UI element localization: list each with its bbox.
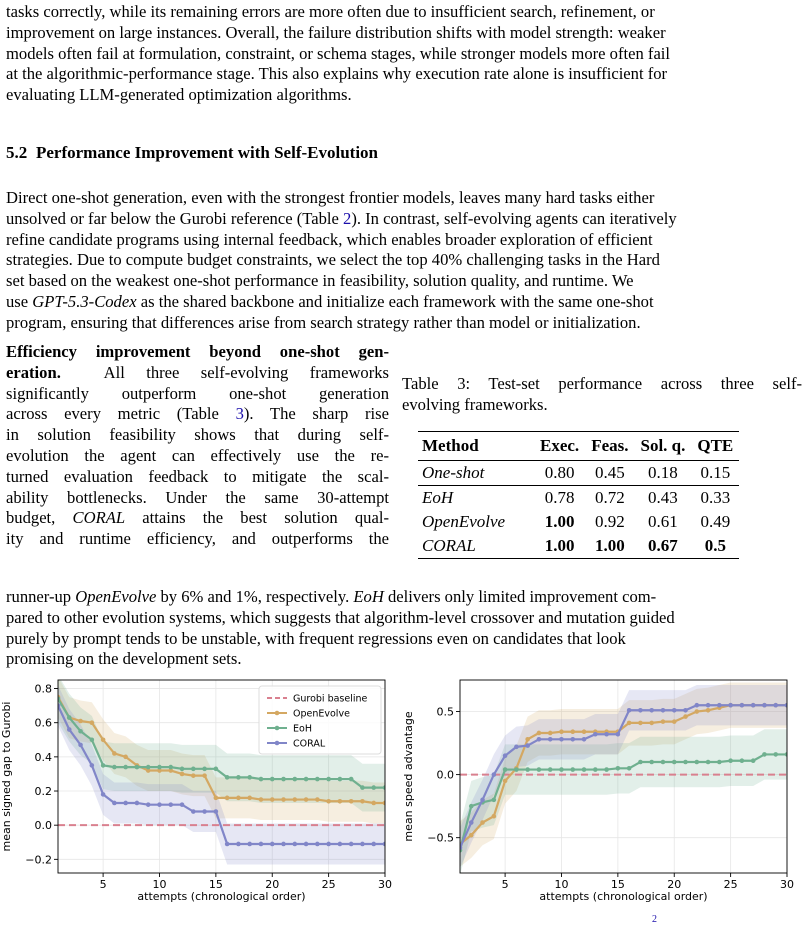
x-tick-label: 5 bbox=[99, 878, 107, 891]
x-tick-label: 10 bbox=[554, 878, 569, 891]
data-point-eoh bbox=[202, 767, 207, 772]
data-point-eoh bbox=[773, 752, 778, 757]
data-point-openevolve bbox=[559, 729, 564, 734]
data-point-coral bbox=[315, 842, 320, 847]
data-point-eoh bbox=[604, 767, 609, 772]
data-point-eoh bbox=[180, 767, 185, 772]
data-point-openevolve bbox=[270, 797, 275, 802]
data-point-eoh bbox=[570, 767, 575, 772]
data-point-eoh bbox=[112, 765, 117, 770]
table-row bbox=[418, 510, 739, 534]
data-point-coral bbox=[740, 703, 745, 708]
data-point-eoh bbox=[292, 777, 297, 782]
text-line: at the algorithmic-performance stage. This also explains why execution rate alone is insufficient for bbox=[6, 64, 668, 84]
data-point-eoh bbox=[492, 798, 497, 803]
header-cell: Method bbox=[422, 436, 479, 455]
data-point-coral bbox=[180, 802, 185, 807]
data-point-eoh bbox=[525, 767, 530, 772]
data-point-eoh bbox=[371, 785, 376, 790]
data-point-coral bbox=[270, 842, 275, 847]
data-point-eoh bbox=[135, 765, 140, 770]
text-line: ability bottlenecks. Under the same 30-attempt bbox=[6, 487, 389, 507]
data-point-coral bbox=[281, 842, 286, 847]
y-tick-label: 0.0 bbox=[34, 819, 52, 833]
text-line: strategies. Due to compute budget constraints, we select the top 40% challenging tasks in the Hard bbox=[6, 250, 660, 270]
data-point-coral bbox=[694, 703, 699, 708]
text-line bbox=[6, 342, 389, 363]
data-point-coral bbox=[661, 708, 666, 713]
data-point-coral bbox=[503, 753, 508, 758]
data-point-eoh bbox=[191, 767, 196, 772]
data-point-eoh bbox=[627, 766, 632, 771]
text-line: evolution the agent can effectively use the re- bbox=[6, 445, 389, 465]
paragraph-lead: Efficiency improvement beyond one-shot gen- bbox=[6, 342, 389, 361]
data-point-eoh bbox=[168, 765, 173, 770]
data-point-openevolve bbox=[480, 820, 485, 825]
text-line: Direct one-shot generation, even with the strongest frontier models, leaves many hard tasks either bbox=[6, 188, 655, 207]
data-point-eoh bbox=[281, 777, 286, 782]
data-point-coral bbox=[604, 732, 609, 737]
data-point-coral bbox=[672, 708, 677, 713]
data-point-coral bbox=[582, 737, 587, 742]
data-point-eoh bbox=[146, 765, 151, 770]
value-cell: 0.80 bbox=[544, 463, 575, 482]
legend-label: OpenEvolve bbox=[293, 708, 350, 720]
y-tick-label: −0.2 bbox=[25, 853, 52, 867]
data-point-openevolve bbox=[214, 796, 219, 801]
y-axis-label: mean speed advantage bbox=[402, 711, 415, 842]
data-point-eoh bbox=[514, 767, 519, 772]
direct-generation-paragraph bbox=[6, 188, 802, 334]
data-point-openevolve bbox=[101, 737, 106, 742]
text-line: program, ensuring that differences arise from search strategy rather than model or initialization. bbox=[6, 312, 641, 332]
results-table bbox=[418, 431, 739, 559]
x-tick-label: 10 bbox=[152, 878, 167, 891]
data-point-openevolve bbox=[694, 709, 699, 714]
data-point-coral bbox=[135, 801, 140, 806]
value-cell: 0.49 bbox=[700, 512, 731, 531]
y-tick-label: 0.6 bbox=[34, 716, 52, 730]
data-point-eoh bbox=[649, 760, 654, 765]
data-point-openevolve bbox=[638, 721, 643, 726]
text-line: promising on the development sets. bbox=[6, 649, 242, 669]
data-point-coral bbox=[616, 732, 621, 737]
legend-label: CORAL bbox=[293, 738, 326, 750]
data-point-coral bbox=[492, 772, 497, 777]
legend-label: EoH bbox=[293, 723, 312, 735]
data-point-openevolve bbox=[360, 799, 365, 804]
data-point-eoh bbox=[593, 767, 598, 772]
table-header-row bbox=[418, 432, 739, 461]
data-point-eoh bbox=[236, 775, 241, 780]
data-point-coral bbox=[146, 802, 151, 807]
value-cell: 0.15 bbox=[700, 463, 731, 482]
data-point-coral bbox=[559, 737, 564, 742]
data-point-openevolve bbox=[304, 797, 309, 802]
value-cell: 0.5 bbox=[704, 536, 726, 555]
text-line: budget, CORAL attains the best solution qual- bbox=[6, 508, 389, 528]
data-point-eoh bbox=[694, 760, 699, 765]
data-point-openevolve bbox=[259, 797, 264, 802]
value-cell: 1.00 bbox=[594, 536, 625, 555]
data-point-coral bbox=[762, 703, 767, 708]
value-cell: 0.92 bbox=[594, 512, 625, 531]
data-point-coral bbox=[570, 737, 575, 742]
data-point-openevolve bbox=[627, 721, 632, 726]
text-line: ity and runtime efficiency, and outperforms the bbox=[6, 529, 389, 549]
data-point-openevolve bbox=[326, 799, 331, 804]
data-point-coral bbox=[525, 743, 530, 748]
text-line: improvement on large instances. Overall, the failure distribution shifts with model strength: weaker bbox=[6, 22, 666, 42]
text-line: purely by prompt tends to be unstable, with frequent regressions even on candidates that look bbox=[6, 628, 626, 648]
data-point-eoh bbox=[349, 777, 354, 782]
data-point-coral bbox=[751, 703, 756, 708]
text-line: unsolved or far below the Gurobi reference (Table 2). In contrast, self-evolving agents can iteratively bbox=[6, 208, 677, 228]
value-cell: 0.33 bbox=[700, 488, 731, 507]
method-cell: EoH bbox=[422, 488, 454, 507]
legend-label: Gurobi baseline bbox=[293, 693, 368, 705]
x-tick-label: 25 bbox=[723, 878, 738, 891]
x-tick-label: 20 bbox=[667, 878, 682, 891]
data-point-coral bbox=[514, 745, 519, 750]
data-point-eoh bbox=[740, 758, 745, 763]
legend-marker bbox=[275, 711, 280, 716]
data-point-eoh bbox=[304, 777, 309, 782]
data-point-openevolve bbox=[683, 714, 688, 719]
legend-marker bbox=[275, 741, 280, 746]
section-title: Performance Improvement with Self-Evolution bbox=[36, 143, 378, 162]
speed-advantage-chart bbox=[402, 676, 807, 912]
data-point-coral bbox=[593, 732, 598, 737]
data-point-coral bbox=[78, 743, 83, 748]
text-line: models often fail at formulation, constraint, or schema stages, while stronger models more often fail bbox=[6, 43, 671, 63]
data-point-openevolve bbox=[706, 708, 711, 713]
text-line: turned evaluation feedback to mitigate the scal- bbox=[6, 466, 389, 486]
data-point-openevolve bbox=[191, 773, 196, 778]
data-point-eoh bbox=[548, 767, 553, 772]
table-row bbox=[418, 461, 739, 486]
data-point-coral bbox=[67, 727, 72, 732]
value-cell: 0.72 bbox=[594, 488, 625, 507]
data-point-coral bbox=[202, 809, 207, 814]
data-point-coral bbox=[371, 842, 376, 847]
data-point-eoh bbox=[270, 777, 275, 782]
legend-marker bbox=[275, 726, 280, 731]
data-point-coral bbox=[649, 708, 654, 713]
value-cell: 0.45 bbox=[594, 463, 625, 482]
data-point-coral bbox=[728, 703, 733, 708]
data-point-eoh bbox=[67, 715, 72, 720]
data-point-coral bbox=[469, 820, 474, 825]
data-point-coral bbox=[683, 708, 688, 713]
data-point-openevolve bbox=[537, 731, 542, 736]
value-cell: 1.00 bbox=[544, 512, 575, 531]
text-line: tasks correctly, while its remaining errors are more often due to insufficient search, refinement, or bbox=[6, 2, 655, 21]
data-point-coral bbox=[236, 842, 241, 847]
text-line: refine candidate programs using internal feedback, which enables broader exploration of efficient bbox=[6, 229, 653, 249]
data-point-openevolve bbox=[90, 720, 95, 725]
data-point-openevolve bbox=[672, 719, 677, 724]
data-point-openevolve bbox=[503, 779, 508, 784]
text-line: eration. All three self-evolving frameworks bbox=[6, 362, 389, 382]
value-cell: 0.78 bbox=[544, 488, 575, 507]
intro-paragraph bbox=[6, 2, 802, 106]
data-point-eoh bbox=[661, 760, 666, 765]
data-point-eoh bbox=[706, 760, 711, 765]
data-point-coral bbox=[101, 792, 106, 797]
data-point-coral bbox=[349, 842, 354, 847]
data-point-coral bbox=[706, 703, 711, 708]
x-tick-label: 25 bbox=[321, 878, 336, 891]
data-point-openevolve bbox=[180, 772, 185, 777]
value-cell: 0.43 bbox=[648, 488, 678, 507]
data-point-coral bbox=[480, 798, 485, 803]
data-point-openevolve bbox=[570, 729, 575, 734]
section-heading bbox=[6, 143, 378, 163]
data-point-coral bbox=[157, 802, 162, 807]
data-point-openevolve bbox=[492, 814, 497, 819]
data-point-openevolve bbox=[123, 755, 128, 760]
text-line: runner-up OpenEvolve by 6% and 1%, respectively. EoH delivers only limited improvement com- bbox=[6, 587, 657, 606]
x-tick-label: 20 bbox=[265, 878, 280, 891]
data-point-eoh bbox=[582, 767, 587, 772]
data-point-openevolve bbox=[236, 796, 241, 801]
data-point-eoh bbox=[157, 765, 162, 770]
data-point-eoh bbox=[638, 760, 643, 765]
data-point-eoh bbox=[683, 760, 688, 765]
data-point-openevolve bbox=[247, 796, 252, 801]
data-point-eoh bbox=[503, 767, 508, 772]
data-point-eoh bbox=[315, 777, 320, 782]
y-tick-label: 0.0 bbox=[436, 768, 454, 782]
x-tick-label: 15 bbox=[208, 878, 223, 891]
legend bbox=[259, 686, 381, 754]
data-point-eoh bbox=[537, 767, 542, 772]
data-point-openevolve bbox=[78, 719, 83, 724]
text-line: set based on the weakest one-shot performance in feasibility, solution quality, and runtime. We bbox=[6, 271, 634, 291]
data-point-coral bbox=[773, 703, 778, 708]
data-point-coral bbox=[112, 801, 117, 806]
data-point-eoh bbox=[728, 758, 733, 763]
data-point-openevolve bbox=[281, 797, 286, 802]
y-axis-label: mean signed gap to Gurobi bbox=[0, 701, 13, 852]
value-cell: 0.61 bbox=[648, 512, 678, 531]
data-point-eoh bbox=[90, 737, 95, 742]
data-point-eoh bbox=[717, 760, 722, 765]
data-point-openevolve bbox=[202, 773, 207, 778]
data-point-coral bbox=[638, 708, 643, 713]
data-point-coral bbox=[123, 801, 128, 806]
text-line: significantly outperform one-shot generation bbox=[6, 383, 389, 403]
data-point-coral bbox=[326, 842, 331, 847]
table-2-link[interactable]: 2 bbox=[343, 208, 352, 228]
table-body bbox=[418, 432, 739, 558]
data-point-eoh bbox=[616, 766, 621, 771]
y-tick-label: 0.5 bbox=[436, 705, 454, 719]
data-point-openevolve bbox=[548, 731, 553, 736]
data-point-eoh bbox=[672, 760, 677, 765]
method-cell: OpenEvolve bbox=[422, 512, 506, 531]
x-tick-label: 30 bbox=[780, 878, 794, 891]
data-point-coral bbox=[225, 842, 230, 847]
data-point-coral bbox=[247, 842, 252, 847]
data-point-openevolve bbox=[469, 833, 474, 838]
footnote-mark: 2 bbox=[652, 914, 657, 925]
data-point-openevolve bbox=[112, 751, 117, 756]
text-line: Table 3: Test-set performance across three self- bbox=[402, 374, 802, 393]
data-point-openevolve bbox=[525, 737, 530, 742]
table-row bbox=[418, 534, 739, 558]
data-point-coral bbox=[214, 809, 219, 814]
data-point-eoh bbox=[469, 804, 474, 809]
method-cell: CORAL bbox=[422, 536, 476, 555]
data-point-eoh bbox=[101, 763, 106, 768]
y-tick-label: 0.2 bbox=[34, 785, 52, 799]
data-point-coral bbox=[548, 737, 553, 742]
data-point-eoh bbox=[123, 765, 128, 770]
x-tick-label: 5 bbox=[501, 878, 509, 891]
text-line: pared to other evolution systems, which suggests that algorithm-level crossover and mutation guided bbox=[6, 607, 675, 627]
data-point-openevolve bbox=[349, 799, 354, 804]
text-line: evaluating LLM-generated optimization algorithms. bbox=[6, 85, 352, 105]
header-cell: Exec. bbox=[540, 436, 580, 455]
header-cell: Feas. bbox=[591, 436, 629, 455]
data-point-coral bbox=[304, 842, 309, 847]
y-tick-label: 0.4 bbox=[34, 750, 52, 764]
data-point-eoh bbox=[326, 777, 331, 782]
y-tick-label: 0.8 bbox=[34, 682, 52, 696]
value-cell: 1.00 bbox=[544, 536, 575, 555]
data-point-coral bbox=[168, 802, 173, 807]
data-point-openevolve bbox=[315, 797, 320, 802]
data-point-coral bbox=[259, 842, 264, 847]
data-point-eoh bbox=[338, 777, 343, 782]
text-line: use GPT-5.3-Codex as the shared backbone and initialize each framework with the same one-shot bbox=[6, 291, 654, 311]
header-cell: QTE bbox=[697, 436, 734, 455]
data-point-openevolve bbox=[371, 801, 376, 806]
table-caption bbox=[402, 374, 802, 416]
x-axis-label: attempts (chronological order) bbox=[137, 890, 306, 903]
efficiency-paragraph bbox=[6, 342, 389, 550]
text-line: across every metric (Table 3). The sharp rise bbox=[6, 404, 389, 424]
data-point-openevolve bbox=[582, 729, 587, 734]
data-point-coral bbox=[717, 703, 722, 708]
text-line: in solution feasibility shows that during self- bbox=[6, 425, 389, 445]
data-point-openevolve bbox=[292, 797, 297, 802]
data-point-coral bbox=[292, 842, 297, 847]
data-point-eoh bbox=[214, 767, 219, 772]
efficiency-paragraph-continued bbox=[6, 587, 802, 670]
data-point-eoh bbox=[78, 729, 83, 734]
data-point-coral bbox=[191, 809, 196, 814]
data-point-coral bbox=[537, 737, 542, 742]
x-axis-label: attempts (chronological order) bbox=[539, 890, 708, 903]
data-point-eoh bbox=[559, 767, 564, 772]
data-point-coral bbox=[90, 763, 95, 768]
data-point-eoh bbox=[360, 785, 365, 790]
data-point-eoh bbox=[247, 775, 252, 780]
value-cell: 0.67 bbox=[648, 536, 678, 555]
data-point-openevolve bbox=[649, 721, 654, 726]
data-point-coral bbox=[338, 842, 343, 847]
text-line: evolving frameworks. bbox=[402, 394, 548, 414]
data-point-eoh bbox=[225, 775, 230, 780]
x-tick-label: 15 bbox=[610, 878, 625, 891]
data-point-openevolve bbox=[661, 719, 666, 724]
data-point-coral bbox=[627, 708, 632, 713]
value-cell: 0.18 bbox=[648, 463, 678, 482]
header-cell: Sol. q. bbox=[640, 436, 686, 455]
table-3-link[interactable]: 3 bbox=[235, 404, 244, 424]
data-point-eoh bbox=[751, 758, 756, 763]
table-row bbox=[418, 486, 739, 511]
gap-to-gurobi-chart bbox=[0, 676, 402, 912]
data-point-openevolve bbox=[225, 796, 230, 801]
method-cell: One-shot bbox=[422, 463, 485, 482]
data-point-coral bbox=[360, 842, 365, 847]
data-point-eoh bbox=[259, 777, 264, 782]
x-tick-label: 30 bbox=[378, 878, 392, 891]
data-point-openevolve bbox=[338, 799, 343, 804]
data-point-eoh bbox=[762, 752, 767, 757]
y-tick-label: −0.5 bbox=[427, 831, 454, 845]
section-number: 5.2 bbox=[6, 143, 28, 162]
